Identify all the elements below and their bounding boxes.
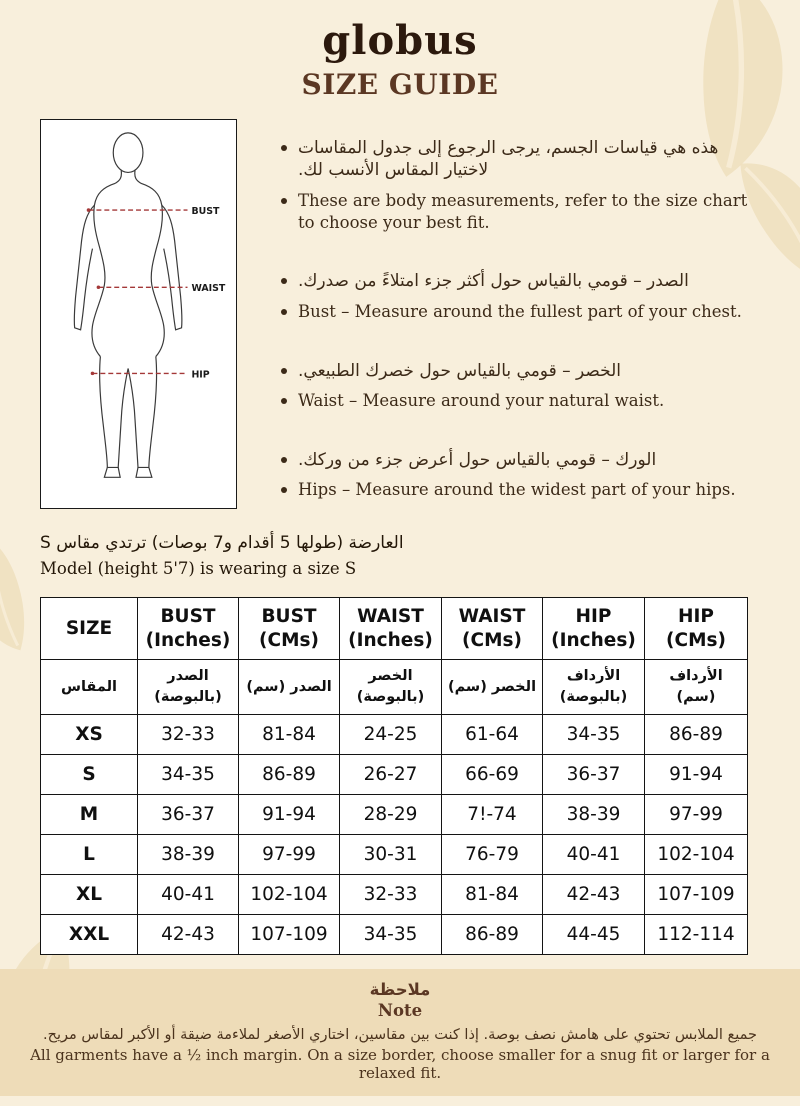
size-table-body [41,715,748,955]
header-hip-cm-ar: الأرداف (سم) [645,660,748,715]
instruction-arabic: الصدر – قومي بالقياس حول أكثر جزء امتلاءً من صدرك. [298,271,689,292]
measurement-cell: 86-89 [442,915,543,955]
table-header-english [41,598,748,660]
measurement-cell: 40-41 [543,835,645,875]
list-item [281,270,760,292]
note-body-english: All garments have a ½ inch margin. On a size border, choose smaller for a snug fit or larger for a relaxed fit. [30,1046,770,1082]
size-cell: M [41,795,138,835]
measurement-cell: 86-89 [645,715,748,755]
size-chart-table [40,597,748,955]
header-waist-cm-ar: الخصر (سم) [442,660,543,715]
header-hip-cm: HIP (CMs) [645,598,748,660]
measurement-cell: 38-39 [543,795,645,835]
list-item [281,190,760,234]
measurement-cell: 44-45 [543,915,645,955]
bullet-icon [281,487,287,493]
measurement-cell: 61-64 [442,715,543,755]
header-waist-cm: WAIST (CMs) [442,598,543,660]
measurement-cell: 42-43 [543,875,645,915]
header-waist-in: WAIST (Inches) [340,598,442,660]
list-item [281,137,760,182]
measurement-cell: 81-84 [239,715,340,755]
list-item [281,360,760,382]
instruction-hip [281,449,760,501]
measurement-cell: 91-94 [645,755,748,795]
measurement-cell: 42-43 [138,915,239,955]
measurement-cell: 36-37 [138,795,239,835]
table-row [41,795,748,835]
measurement-cell: 91-94 [239,795,340,835]
size-cell: XXL [41,915,138,955]
note-title-english: Note [377,1001,423,1020]
measurement-cell: 86-89 [239,755,340,795]
table-header-arabic [41,660,748,715]
header-size-ar: المقاس [41,660,138,715]
header-bust-cm: BUST (CMs) [239,598,340,660]
measurement-cell: 107-109 [239,915,340,955]
bullet-icon [281,368,287,374]
table-row [41,915,748,955]
measurement-cell: 107-109 [645,875,748,915]
measurement-cell: 36-37 [543,755,645,795]
measurement-cell: 30-31 [340,835,442,875]
measurement-cell: 66-69 [442,755,543,795]
note-title-arabic: ملاحظة [369,980,431,999]
size-cell: L [41,835,138,875]
measurement-cell: 26-27 [340,755,442,795]
instructions-list [237,119,760,509]
header-bust-cm-ar: الصدر (سم) [239,660,340,715]
measurement-cell: 34-35 [543,715,645,755]
brand-logo: globus [322,17,478,64]
instruction-waist [281,360,760,412]
measurement-cell: 97-99 [645,795,748,835]
size-cell: XL [41,875,138,915]
bullet-icon [281,309,287,315]
measurement-cell: 102-104 [645,835,748,875]
measurement-cell: 97-99 [239,835,340,875]
model-note-english: Model (height 5'7) is wearing a size S [40,558,357,578]
header-bust-in: BUST (Inches) [138,598,239,660]
instruction-arabic: الورك – قومي بالقياس حول أعرض جزء من وركك. [298,449,657,470]
header-size: SIZE [41,598,138,660]
measurement-cell: 112-114 [645,915,748,955]
measurement-cell: 24-25 [340,715,442,755]
footer-note-band [0,969,800,1096]
size-cell: S [41,755,138,795]
header-hip-in-ar: الأرداف (بالبوصة) [543,660,645,715]
measurement-cell: 102-104 [239,875,340,915]
list-item [281,479,760,501]
list-item [281,390,760,412]
table-row [41,715,748,755]
hip-label: HIP [191,369,210,381]
table-row [41,755,748,795]
measurement-cell: 40-41 [138,875,239,915]
page-title: SIZE GUIDE [301,68,499,101]
measurement-cell: 28-29 [340,795,442,835]
header-bust-in-ar: الصدر (بالبوصة) [138,660,239,715]
measurement-cell: 76-79 [442,835,543,875]
measurement-cell: 38-39 [138,835,239,875]
size-cell: XS [41,715,138,755]
table-row [41,875,748,915]
measurement-cell: 81-84 [442,875,543,915]
body-measurement-figure [41,120,236,508]
bust-label: BUST [191,206,220,218]
list-item [281,301,760,323]
instruction-english: Hips – Measure around the widest part of your hips. [298,480,736,500]
bullet-icon [281,398,287,404]
measurement-cell: 34-35 [340,915,442,955]
measurement-guide-section [40,119,760,509]
body-measurement-figure-box [40,119,237,509]
measurement-cell: 32-33 [138,715,239,755]
measurement-cell: 34-35 [138,755,239,795]
bullet-icon [281,145,287,151]
bullet-icon [281,457,287,463]
model-note-arabic: العارضة (طولها 5 أقدام و7 بوصات) ترتدي مقاس S [40,533,404,553]
table-row [41,835,748,875]
instruction-bust [281,270,760,322]
instruction-english: Bust – Measure around the fullest part of your chest. [298,301,742,321]
bullet-icon [281,198,287,204]
instruction-english: These are body measurements, refer to the size chart to choose your best fit. [298,190,748,232]
waist-label: WAIST [191,283,226,295]
list-item [281,449,760,471]
instruction-general [281,137,760,233]
instruction-english: Waist – Measure around your natural waist. [298,391,665,411]
note-body-arabic: جميع الملابس تحتوي على هامش نصف بوصة. إذا كنت بين مقاسين، اختاري الأصغر لملاءمة ضيقة أو الأكبر لمقاس مريح. [43,1027,757,1043]
header-waist-in-ar: الخصر (بالبوصة) [340,660,442,715]
instruction-arabic: الخصر – قومي بالقياس حول خصرك الطبيعي. [298,360,622,381]
header-hip-in: HIP (Inches) [543,598,645,660]
instruction-arabic: هذه هي قياسات الجسم، يرجى الرجوع إلى جدول المقاسات لاختيار المقاس الأنسب لك. [298,138,719,181]
model-size-note [40,531,760,581]
bullet-icon [281,278,287,284]
measurement-cell: 7!-74 [442,795,543,835]
measurement-cell: 32-33 [340,875,442,915]
